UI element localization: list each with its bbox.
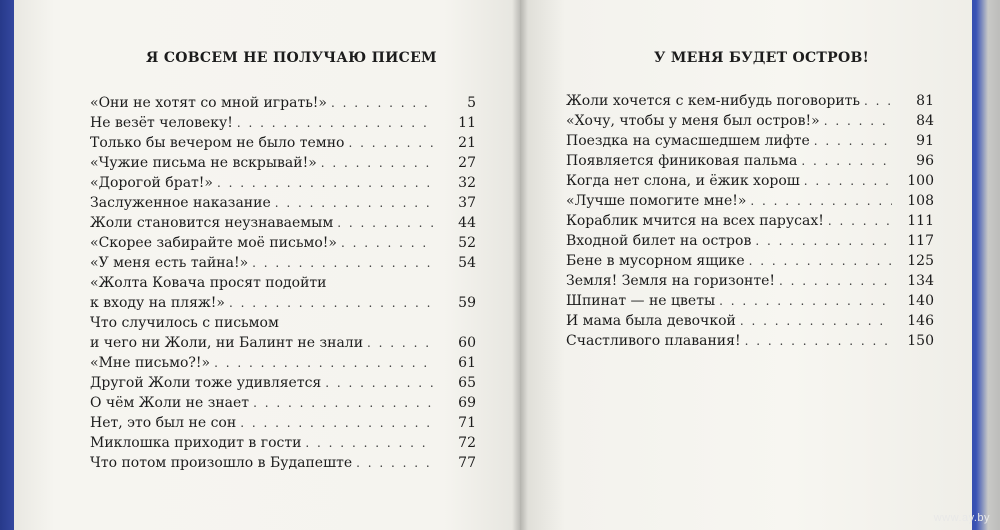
dot-leader: [217, 174, 434, 192]
toc-entry-page: 146: [907, 313, 934, 329]
toc-entry-multiline: [90, 272, 476, 312]
toc-entry-page: 60: [458, 335, 476, 351]
book-gutter: [512, 0, 528, 530]
toc-entry-title: «Лучше помогите мне!»: [566, 193, 747, 209]
toc-entry-page: 150: [907, 333, 934, 349]
toc-entry-page: 96: [916, 153, 934, 169]
toc-entry-title: Жоли хочется с кем-нибудь поговорить: [566, 93, 861, 109]
dot-leader: [305, 434, 434, 452]
toc-entry-title: О чём Жоли не знает: [90, 395, 250, 411]
toc-entry-title-line2: и чего ни Жоли, ни Балинт не знали: [90, 335, 364, 351]
left-toc-list: [90, 92, 476, 472]
toc-entry: [566, 90, 934, 110]
dot-leader: [229, 294, 434, 312]
toc-entry-page: 84: [916, 113, 934, 129]
left-page-title: Я СОВСЕМ НЕ ПОЛУЧАЮ ПИСЕМ: [146, 50, 437, 66]
toc-entry-page: 27: [458, 155, 476, 171]
toc-entry-title: «Мне письмо?!»: [90, 355, 211, 371]
toc-entry: [90, 132, 476, 152]
toc-entry-title: «Чужие письма не вскрывай!»: [90, 155, 317, 171]
dot-leader: [337, 214, 434, 232]
toc-entry-title: «Скорее забирайте моё письмо!»: [90, 235, 337, 251]
toc-entry: [566, 230, 934, 250]
dot-leader: [321, 154, 434, 172]
toc-entry-page: 91: [916, 133, 934, 149]
toc-entry-page: 108: [907, 193, 934, 209]
toc-entry-title: Когда нет слона, и ёжик хорош: [566, 173, 800, 189]
toc-entry-page: 5: [467, 95, 476, 111]
dot-leader: [252, 254, 434, 272]
toc-entry-title: Шпинат — не цветы: [566, 293, 716, 309]
dot-leader: [801, 152, 892, 170]
toc-entry: [566, 210, 934, 230]
toc-entry-multiline: [90, 312, 476, 352]
toc-entry-page: 111: [907, 213, 934, 229]
dot-leader: [824, 112, 892, 130]
toc-entry-title: Счастливого плавания!: [566, 333, 741, 349]
toc-entry: [566, 170, 934, 190]
toc-entry-page: 77: [458, 455, 476, 471]
toc-entry-title: Появляется финиковая пальма: [566, 153, 798, 169]
dot-leader: [828, 212, 892, 230]
toc-entry: [90, 412, 476, 432]
dot-leader: [750, 192, 892, 210]
toc-entry-title-line1: Что случилось с письмом: [90, 315, 279, 331]
toc-entry-title: «Дорогой брат!»: [90, 175, 213, 191]
toc-entry: [90, 252, 476, 272]
toc-entry-title: Жоли становится неузнаваемым: [90, 215, 334, 231]
toc-entry-page: 69: [458, 395, 476, 411]
toc-entry-title: Что потом произошло в Будапеште: [90, 455, 353, 471]
dot-leader: [755, 232, 892, 250]
toc-entry-title: Миклошка приходит в гости: [90, 435, 302, 451]
dot-leader: [740, 312, 892, 330]
toc-entry-page: 125: [907, 253, 934, 269]
toc-entry-page: 37: [458, 195, 476, 211]
toc-entry: [566, 130, 934, 150]
toc-entry: [566, 250, 934, 270]
toc-entry-title: Нет, это был не сон: [90, 415, 237, 431]
watermark: www.ay.by: [933, 512, 990, 524]
dot-leader: [367, 334, 434, 352]
dot-leader: [341, 234, 434, 252]
toc-entry-title: Входной билет на остров: [566, 233, 752, 249]
toc-entry-title: Не везёт человеку!: [90, 115, 233, 131]
dot-leader: [237, 114, 434, 132]
toc-entry-page: 59: [458, 295, 476, 311]
dot-leader: [253, 394, 434, 412]
dot-leader: [749, 252, 892, 270]
toc-entry-page: 71: [458, 415, 476, 431]
dot-leader: [331, 94, 434, 112]
toc-entry-page: 44: [458, 215, 476, 231]
toc-entry-page: 72: [458, 435, 476, 451]
toc-entry: [566, 110, 934, 130]
toc-entry: [566, 190, 934, 210]
toc-entry: [90, 432, 476, 452]
toc-entry: [90, 112, 476, 132]
toc-entry-page: 140: [907, 293, 934, 309]
toc-entry: [90, 452, 476, 472]
toc-entry: [90, 172, 476, 192]
toc-entry-page: 117: [907, 233, 934, 249]
dot-leader: [214, 354, 434, 372]
dot-leader: [348, 134, 434, 152]
dot-leader: [356, 454, 434, 472]
dot-leader: [779, 272, 892, 290]
toc-entry: [90, 392, 476, 412]
toc-entry-title: Кораблик мчится на всех парусах!: [566, 213, 824, 229]
right-page-title: У МЕНЯ БУДЕТ ОСТРОВ!: [654, 50, 870, 66]
toc-entry: [566, 270, 934, 290]
toc-entry: [90, 372, 476, 392]
toc-entry: [90, 152, 476, 172]
toc-entry: [90, 92, 476, 112]
toc-entry-title-line2: к входу на пляж!»: [90, 295, 225, 311]
toc-entry: [90, 232, 476, 252]
toc-entry-title: И мама была девочкой: [566, 313, 736, 329]
toc-entry-title: Земля! Земля на горизонте!: [566, 273, 776, 289]
toc-entry: [566, 150, 934, 170]
dot-leader: [804, 172, 892, 190]
toc-entry-page: 11: [458, 115, 476, 131]
toc-entry-title: Бене в мусорном ящике: [566, 253, 745, 269]
toc-entry: [566, 330, 934, 350]
toc-entry-page: 61: [458, 355, 476, 371]
toc-entry-page: 32: [458, 175, 476, 191]
toc-entry: [90, 192, 476, 212]
dot-leader: [864, 92, 892, 110]
toc-entry: [566, 310, 934, 330]
toc-entry: [566, 290, 934, 310]
dot-leader: [275, 194, 434, 212]
dot-leader: [745, 332, 892, 350]
toc-entry-page: 81: [916, 93, 934, 109]
toc-entry-page: 100: [907, 173, 934, 189]
toc-entry-title: «Хочу, чтобы у меня был остров!»: [566, 113, 820, 129]
toc-entry-title: Заслуженное наказание: [90, 195, 271, 211]
toc-entry-page: 52: [458, 235, 476, 251]
toc-entry-title: «Они не хотят со мной играть!»: [90, 95, 328, 111]
toc-entry-title-line1: «Жолта Ковача просят подойти: [90, 275, 327, 291]
dot-leader: [814, 132, 892, 150]
toc-entry-page: 54: [458, 255, 476, 271]
right-toc-list: [566, 90, 934, 350]
toc-entry: [90, 212, 476, 232]
toc-entry-title: Только бы вечером не было темно: [90, 135, 345, 151]
toc-entry-page: 65: [458, 375, 476, 391]
toc-entry: [90, 352, 476, 372]
toc-entry-page: 21: [458, 135, 476, 151]
toc-entry-page: 134: [907, 273, 934, 289]
toc-entry-title: Другой Жоли тоже удивляется: [90, 375, 322, 391]
dot-leader: [719, 292, 892, 310]
toc-entry-title: «У меня есть тайна!»: [90, 255, 249, 271]
dot-leader: [240, 414, 434, 432]
toc-entry-title: Поездка на сумасшедшем лифте: [566, 133, 810, 149]
dot-leader: [325, 374, 434, 392]
